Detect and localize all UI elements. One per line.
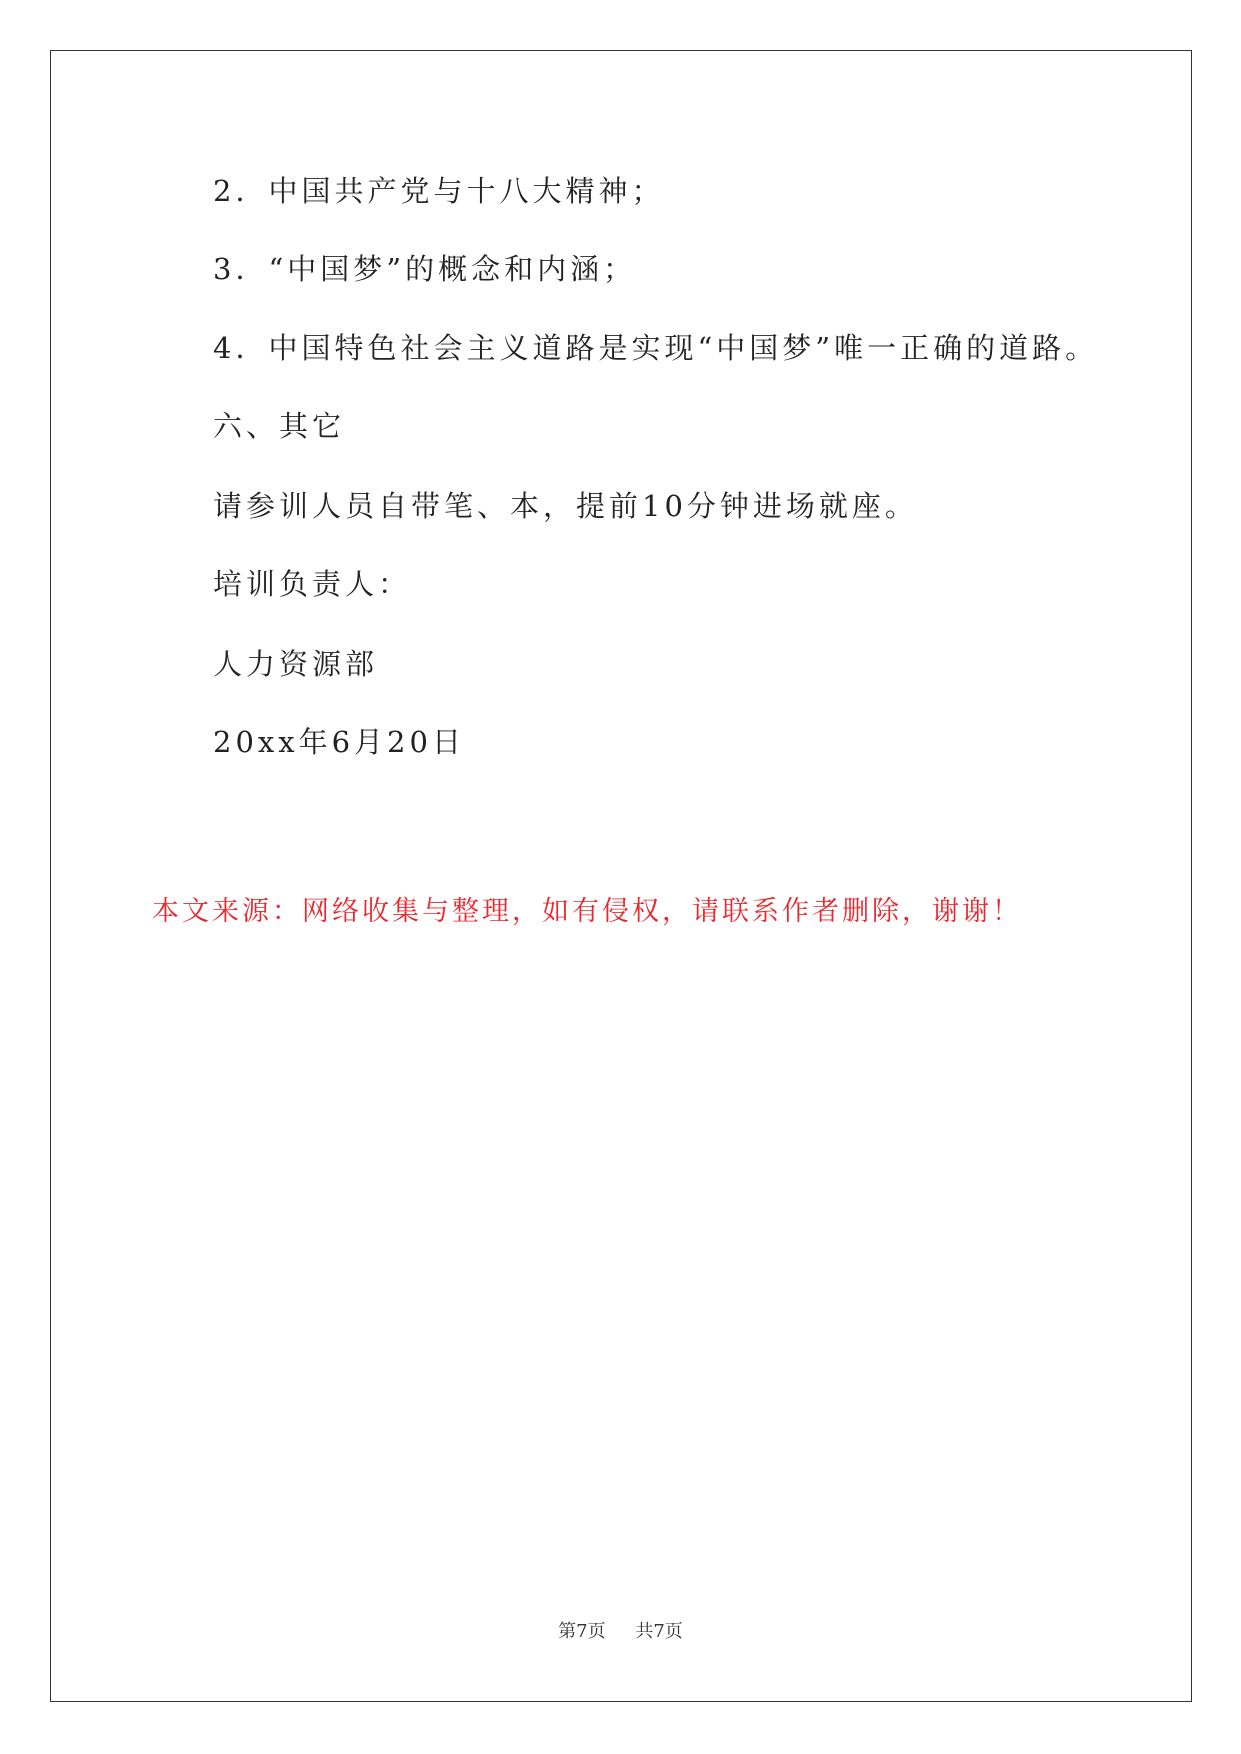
current-page-number: 第7页 (558, 1621, 606, 1642)
list-item-socialist-road: 4．中国特色社会主义道路是实现“中国梦”唯一正确的道路。 (213, 331, 1099, 365)
source-disclaimer: 本文来源：网络收集与整理，如有侵权，请联系作者删除，谢谢！ (152, 896, 1022, 927)
page-border (50, 50, 1192, 1702)
attendee-instructions: 请参训人员自带笔、本，提前10分钟进场就座。 (213, 489, 918, 523)
document-date: 20xx年6月20日 (213, 725, 465, 759)
total-page-count: 共7页 (635, 1621, 683, 1642)
training-contact-label: 培训负责人： (213, 567, 412, 601)
list-item-china-dream-concept: 3．“中国梦”的概念和内涵； (213, 252, 637, 286)
department-signature: 人力资源部 (213, 647, 379, 681)
list-item-party-spirit: 2．中国共产党与十八大精神； (213, 174, 665, 208)
page-footer (0, 1620, 1241, 1644)
section-heading-other: 六、其它 (213, 409, 346, 443)
